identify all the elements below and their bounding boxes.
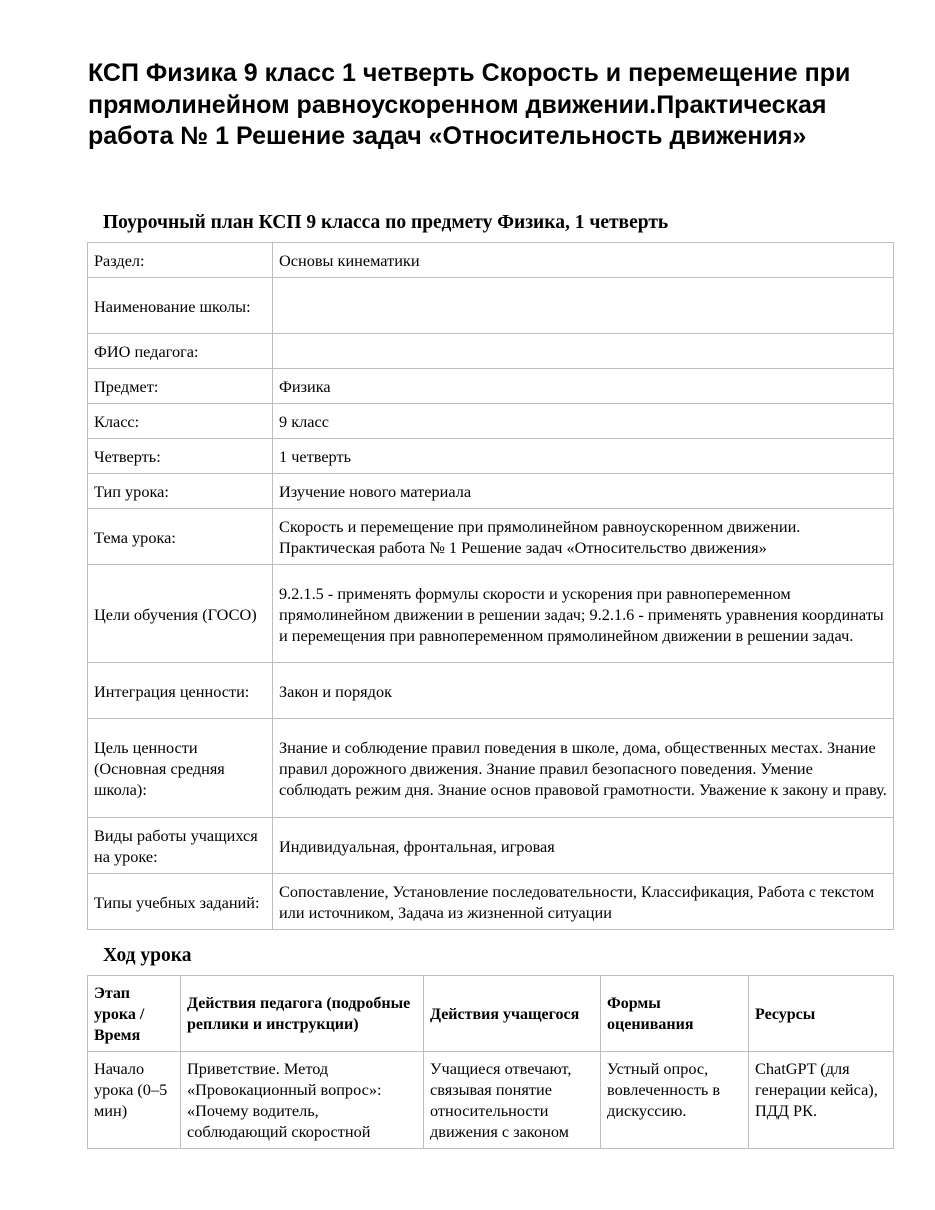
column-header: Ресурсы — [749, 976, 894, 1052]
info-value: 1 четверть — [273, 439, 894, 474]
info-key: Интеграция ценности: — [88, 663, 273, 719]
info-key: Наименование школы: — [88, 278, 273, 334]
resources-cell: ChatGPT (для генерации кейса), ПДД РК. — [749, 1052, 894, 1149]
info-value: Изучение нового материала — [273, 474, 894, 509]
lesson-flow-table — [87, 975, 894, 1149]
info-key: Раздел: — [88, 243, 273, 278]
table-row — [88, 719, 894, 818]
column-header: Этап урока / Время — [88, 976, 181, 1052]
info-value: Физика — [273, 369, 894, 404]
info-value: Знание и соблюдение правил поведения в школе, дома, общественных местах. Знание правил дорожного движения. Знание правил безопасного поведения. Умение соблюдать режим дня. Знание основ правовой грамотности. Уважение к закону и праву. — [273, 719, 894, 818]
info-value — [273, 278, 894, 334]
column-header: Действия учащегося — [424, 976, 601, 1052]
table-row — [88, 439, 894, 474]
table-row — [88, 474, 894, 509]
info-value: Скорость и перемещение при прямолинейном равноускоренном движении. Практическая работа № 1 Решение задач «Относительство движения» — [273, 509, 894, 565]
column-header: Формы оценивания — [601, 976, 749, 1052]
info-value: 9.2.1.5 - применять формулы скорости и ускорения при равнопеременном прямолинейном движении в решении задач; 9.2.1.6 - применять уравнения координаты и перемещения при равнопеременном прямолинейном движении в решении задач. — [273, 565, 894, 663]
lesson-info-table — [87, 242, 894, 930]
info-value: 9 класс — [273, 404, 894, 439]
info-key: Четверть: — [88, 439, 273, 474]
info-key: Цели обучения (ГОСО) — [88, 565, 273, 663]
table-row — [88, 874, 894, 930]
plan-heading: Поурочный план КСП 9 класса по предмету Физика, 1 четверть — [103, 212, 669, 233]
info-value: Основы кинематики — [273, 243, 894, 278]
table-row — [88, 509, 894, 565]
assessment-cell: Устный опрос, вовлеченность в дискуссию. — [601, 1052, 749, 1149]
table-row — [88, 1052, 894, 1149]
info-key: ФИО педагога: — [88, 334, 273, 369]
table-row — [88, 278, 894, 334]
student-actions-cell: Учащиеся отвечают, связывая понятие относительности движения с законом — [424, 1052, 601, 1149]
table-row — [88, 243, 894, 278]
table-row — [88, 663, 894, 719]
info-value — [273, 334, 894, 369]
table-row — [88, 369, 894, 404]
table-row — [88, 565, 894, 663]
info-key: Класс: — [88, 404, 273, 439]
teacher-actions-cell: Приветствие. Метод «Провокационный вопрос»: «Почему водитель, соблюдающий скоростной — [181, 1052, 424, 1149]
info-value: Закон и порядок — [273, 663, 894, 719]
info-key: Тема урока: — [88, 509, 273, 565]
table-row — [88, 334, 894, 369]
info-key: Виды работы учащихся на уроке: — [88, 818, 273, 874]
info-key: Типы учебных заданий: — [88, 874, 273, 930]
table-row — [88, 404, 894, 439]
stage-cell: Начало урока (0–5 мин) — [88, 1052, 181, 1149]
table-header-row — [88, 976, 894, 1052]
page-title: КСП Физика 9 класс 1 четверть Скорость и перемещение при прямолинейном равноускоренном движении.Практическая работа № 1 Решение задач «Относительность движения» — [88, 59, 851, 150]
lesson-heading: Ход урока — [103, 945, 192, 966]
info-key: Цель ценности (Основная средняя школа): — [88, 719, 273, 818]
column-header: Действия педагога (подробные реплики и инструкции) — [181, 976, 424, 1052]
info-key: Тип урока: — [88, 474, 273, 509]
info-value: Сопоставление, Установление последовательности, Классификация, Работа с текстом или источником, Задача из жизненной ситуации — [273, 874, 894, 930]
table-row — [88, 818, 894, 874]
info-key: Предмет: — [88, 369, 273, 404]
info-value: Индивидуальная, фронтальная, игровая — [273, 818, 894, 874]
